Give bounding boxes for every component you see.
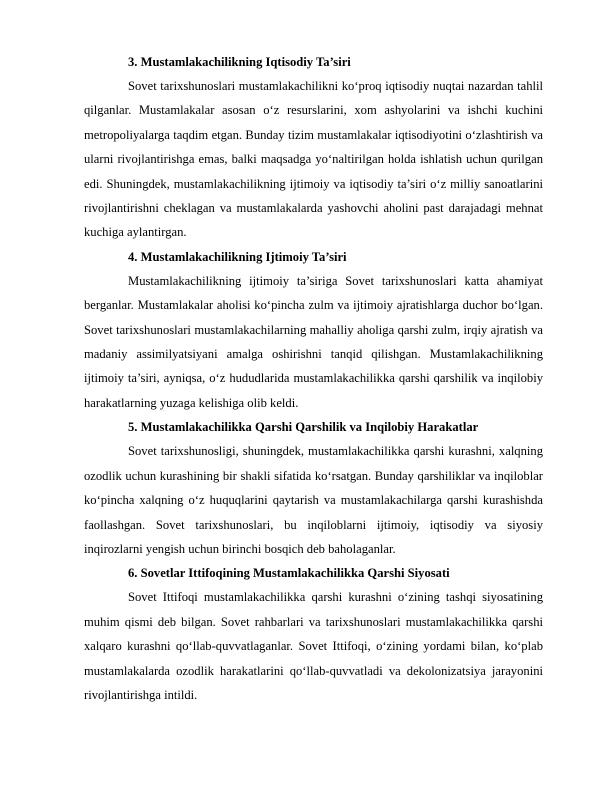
section-5-paragraph: Sovet tarixshunosligi, shuningdek, mustamlakachilikka qarshi kurashni, xalqning ozodlik uchun kurashining bir shakli sifatida ko‘rsatgan. Bunday qarshiliklar va inqiloblar ko‘pincha xalqning o‘z huquqlarini qaytarish va mustamlakachilarga qarshi kurashishda faollashgan. Sovet tarixshunoslari, bu inqiloblarni ijtimoiy, iqtisodiy va siyosiy inqirozlarni yengish uchun birinchi bosqich deb baholaganlar. (84, 444, 543, 556)
section-4-paragraph: Mustamlakachilikning ijtimoiy ta’siriga Sovet tarixshunoslari katta ahamiyat berganlar. Mustamlakalar aholisi ko‘pincha zulm va ijtimoiy ajratishlarga duchor bo‘lgan. Sovet tarixshunoslari mustamlakachilarning mahalliy aholiga qarshi zulm, irqiy ajratish va madaniy assimilyatsiyani amalga oshirishni tanqid qilishgan. Mustamlakachilikning ijtimoiy ta’siri, ayniqsa, o‘z hududlarida mustamlakachilikka qarshi qarshilik va inqilobiy harakatlarning yuzaga kelishiga olib keldi. (84, 273, 543, 410)
document-page (84, 50, 543, 707)
section-4-heading: 4. Mustamlakachilikning Ijtimoiy Ta’siri (128, 249, 347, 264)
section-3-heading: 3. Mustamlakachilikning Iqtisodiy Ta’siri (128, 55, 351, 69)
section-5-heading: 5. Mustamlakachilikka Qarshi Qarshilik va Inqilobiy Harakatlar (128, 420, 479, 435)
section-6-heading: 6. Sovetlar Ittifoqining Mustamlakachilikka Qarshi Siyosati (128, 566, 450, 581)
section-6-paragraph: Sovet Ittifoqi mustamlakachilikka qarshi kurashni o‘zining tashqi siyosatining muhim qismi deb bilgan. Sovet rahbarlari va tarixshunoslari mustamlakachilikka qarshi xalqaro kurashni qo‘llab-quvvatlaganlar. Sovet Ittifoqi, o‘zining yordami bilan, ko‘plab mustamlakalarda ozodlik harakatlarini qo‘llab-quvvatladi va dekolonizatsiya jarayonini rivojlantirishga intildi. (84, 590, 543, 702)
section-3-paragraph: Sovet tarixshunoslari mustamlakachilikni ko‘proq iqtisodiy nuqtai nazardan tahlil qilganlar. Mustamlakalar asosan o‘z resurslarini, xom ashyolarini va ishchi kuchini metropoliyalarga taqdim etgan. Bunday tizim mustamlakalar iqtisodiyotini o‘zlashtirish va ularni rivojlantirishga emas, balki maqsadga yo‘naltirilgan holda ishlatish uchun qurilgan edi. Shuningdek, mustamlakachilikning ijtimoiy va iqtisodiy ta’siri o‘z milliy sanoatlarini rivojlantirishni cheklagan va mustamlakalarda yashovchi aholini past darajadagi mehnat kuchiga aylantirgan. (84, 79, 543, 240)
